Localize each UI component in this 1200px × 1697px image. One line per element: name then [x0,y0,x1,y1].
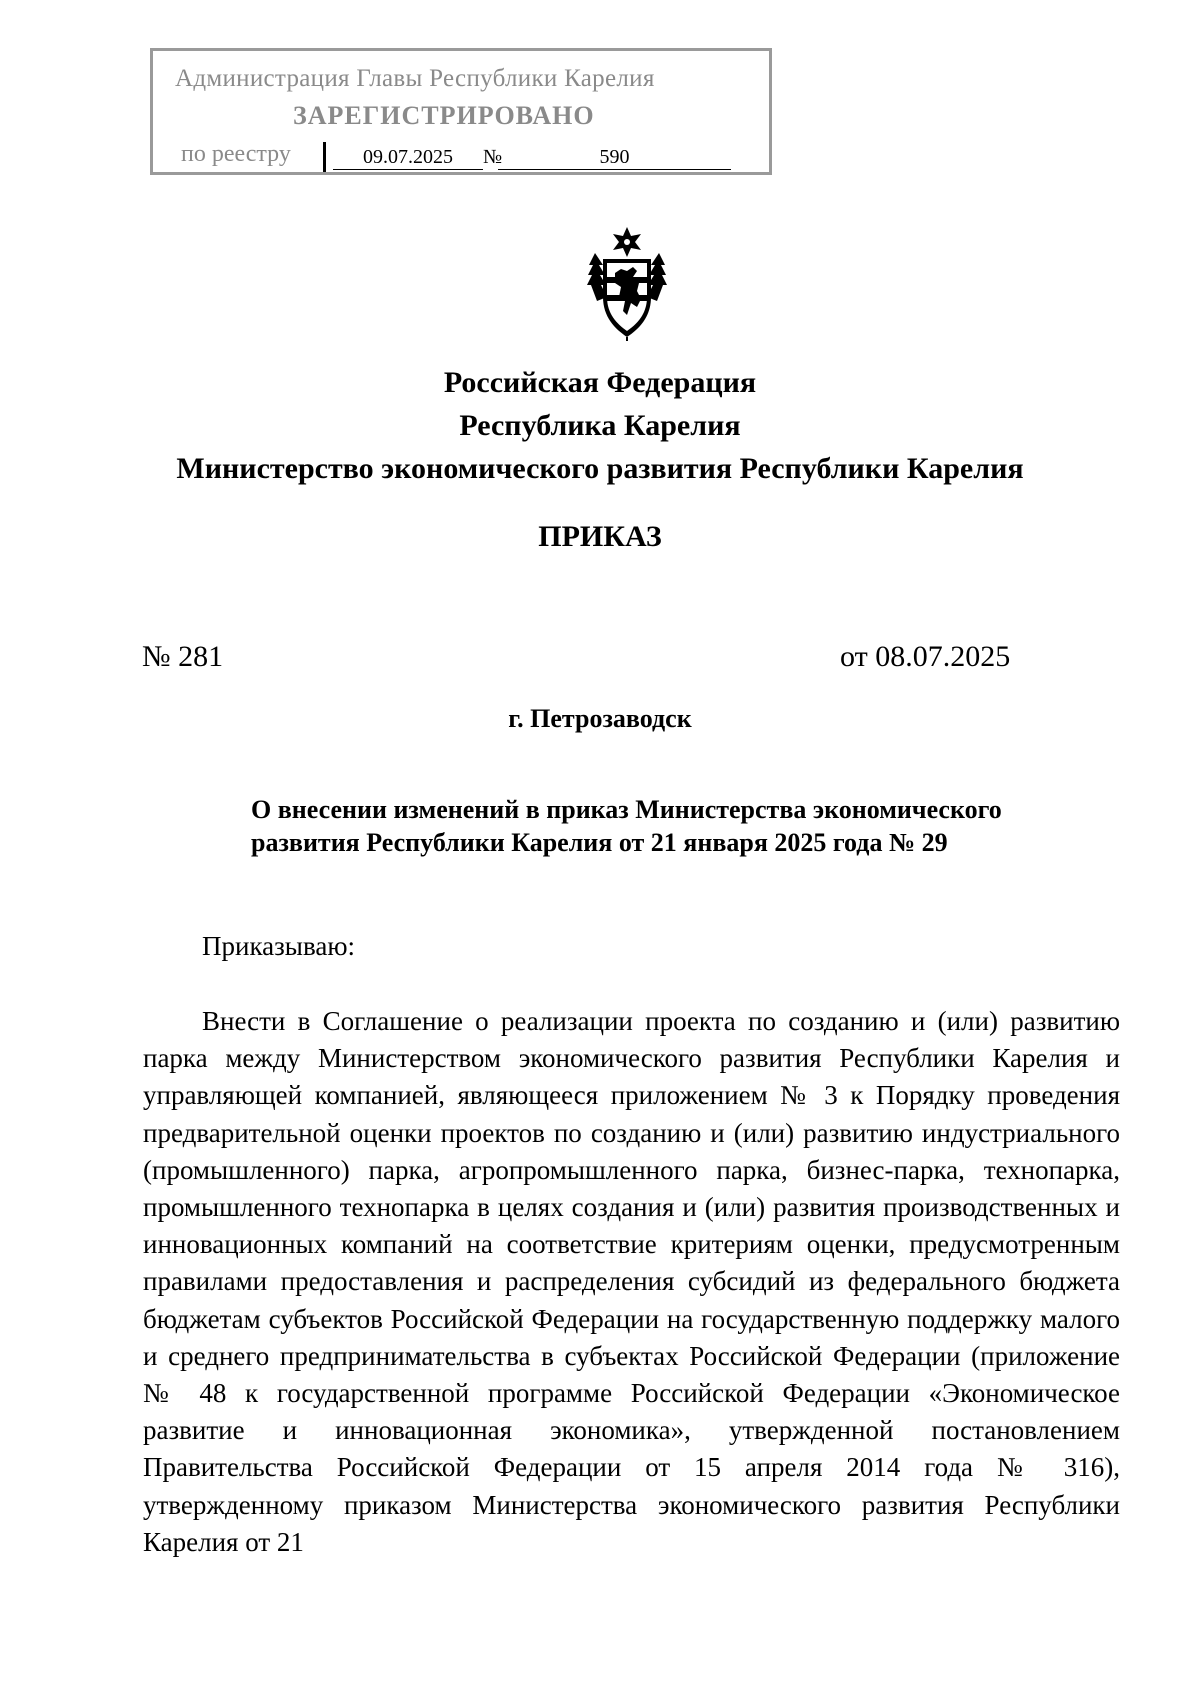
stamp-registered: ЗАРЕГИСТРИРОВАНО [293,101,595,130]
header-republic: Республика Карелия [459,409,741,442]
header-country: Российская Федерация [443,366,757,399]
order-date: от 08.07.2025 [840,640,1011,673]
subject-line-2: развития Республики Карелия от 21 января 2025 года № 29 [251,828,948,857]
stamp-divider [323,142,326,172]
karelia-coat-of-arms-icon [581,225,673,343]
stamp-reg-number: 590 [498,145,731,170]
order-body-paragraph: Внести в Соглашение о реализации проекта по созданию и (или) развитию парка между Министерством экономического развития Республики Карелия и управляющей компанией, являющееся приложением № 3 к Порядку проведения предварительной оценки проектов по созданию и (или) развитию индустриального (промышленного) парка, агропромышленного парка, бизнес-парка, технопарка, промышленного технопарка в целях создания и (или) развития производственных и инновационных компаний на соответствие критериям оценки, предусмотренным правилами предоставления и распределения субсидий из федерального бюджета бюджетам субъектов Российской Федерации на государственную поддержку малого и среднего предпринимательства в субъектах Российской Федерации (приложение № 48 к государственной программе Российской Федерации «Экономическое развитие и инновационная экономика», утвержденной постановлением Правительства Российской Федерации от 15 апреля 2014 года № 316), утвержденному приказом Министерства экономического развития Республики Карелия от 21 [143,1006,1120,1557]
registration-stamp [150,48,772,175]
order-subject [251,793,1071,859]
doc-type-title: ПРИКАЗ [538,520,662,553]
subject-line-1: О внесении изменений в приказ Министерства экономического [251,795,1002,824]
stamp-registry-label: по реестру [181,141,291,167]
stamp-authority: Администрация Главы Республики Карелия [175,65,655,92]
order-word: Приказываю: [202,931,355,961]
order-city: г. Петрозаводск [508,704,692,733]
order-number: № 281 [142,640,224,673]
stamp-reg-date: 09.07.2025 [333,145,483,170]
stamp-number-sign: № [483,146,503,168]
header-ministry: Министерство экономического развития Республики Карелия [176,452,1024,485]
